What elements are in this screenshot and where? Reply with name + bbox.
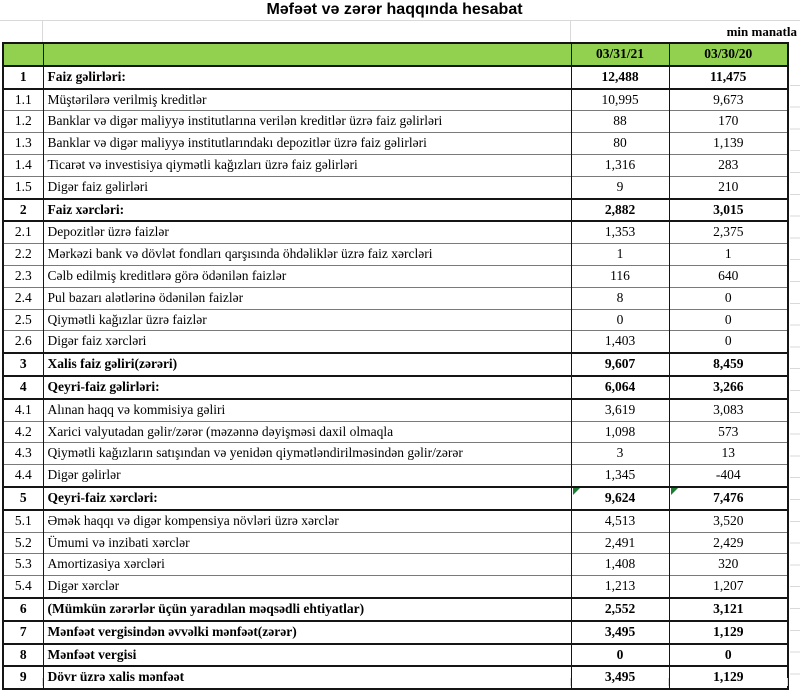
row-value-current: 0 — [571, 644, 669, 667]
table-row — [3, 421, 788, 443]
row-value-prior: 2,375 — [669, 221, 788, 243]
table-row — [3, 89, 788, 111]
gridline-vertical — [668, 678, 669, 686]
row-value-current: 3,495 — [571, 666, 669, 689]
gridline-vertical — [570, 678, 571, 686]
row-label: Ümumi və inzibati xərclər — [43, 532, 571, 554]
row-label: Depozitlər üzrə faizlər — [43, 221, 571, 243]
table-row — [3, 331, 788, 353]
row-number: 1.3 — [3, 133, 43, 155]
row-number: 9 — [3, 666, 43, 689]
row-label: Mənfəət vergisi — [43, 644, 571, 667]
cell-flag-triangle-icon — [573, 488, 580, 495]
row-number: 2.5 — [3, 309, 43, 331]
row-value-prior: 11,475 — [669, 66, 788, 89]
row-value-prior: 573 — [669, 421, 788, 443]
gridline-horizontal — [0, 20, 800, 21]
row-number: 8 — [3, 644, 43, 667]
row-number: 2.2 — [3, 244, 43, 266]
row-label: Banklar və digər maliyyə institutlarındakı depozitlər üzrə faiz gəlirləri — [43, 133, 571, 155]
row-label: Faiz xərcləri: — [43, 199, 571, 222]
row-value-prior: 3,266 — [669, 376, 788, 399]
cell-flag-triangle-icon — [671, 488, 678, 495]
income-statement-table — [2, 42, 789, 690]
row-value-prior: 1,139 — [669, 133, 788, 155]
row-number: 2.3 — [3, 265, 43, 287]
row-value-current: 1,316 — [571, 154, 669, 176]
row-value-current: 9 — [571, 176, 669, 198]
row-value-prior: 8,459 — [669, 353, 788, 376]
row-number: 5.3 — [3, 554, 43, 576]
row-value-prior: -404 — [669, 465, 788, 487]
table-row — [3, 532, 788, 554]
header-cell-rownum — [3, 43, 43, 66]
row-value-current: 3 — [571, 443, 669, 465]
row-label: Digər gəlirlər — [43, 465, 571, 487]
row-value-prior: 210 — [669, 176, 788, 198]
row-label: Digər faiz xərcləri — [43, 331, 571, 353]
row-value-prior: 3,121 — [669, 598, 788, 621]
row-value-prior: 1 — [669, 244, 788, 266]
row-value-current: 12,488 — [571, 66, 669, 89]
row-value-current: 116 — [571, 265, 669, 287]
row-number: 4.2 — [3, 421, 43, 443]
row-value-prior: 13 — [669, 443, 788, 465]
row-value-current: 9,607 — [571, 353, 669, 376]
table-row — [3, 487, 788, 510]
row-value-current: 88 — [571, 111, 669, 133]
row-label: (Mümkün zərərlər üçün yaradılan məqsədli ehtiyatlar) — [43, 598, 571, 621]
row-label: Mənfəət vergisindən əvvəlki mənfəət(zərər) — [43, 621, 571, 644]
row-value-prior: 2,429 — [669, 532, 788, 554]
table-row — [3, 199, 788, 222]
unit-note: min manatla — [726, 24, 797, 39]
row-label: Ticarət və investisiya qiymətli kağızları üzrə faiz gəlirləri — [43, 154, 571, 176]
row-value-prior: 1,207 — [669, 576, 788, 598]
row-value-current: 0 — [571, 309, 669, 331]
row-number: 5.2 — [3, 532, 43, 554]
row-label: Müştərilərə verilmiş kreditlər — [43, 89, 571, 111]
table-row — [3, 644, 788, 667]
row-label: Qiymətli kağızlar üzrə faizlər — [43, 309, 571, 331]
gridline-vertical — [787, 678, 788, 686]
row-number: 6 — [3, 598, 43, 621]
header-cell-description — [43, 43, 571, 66]
row-number: 2.6 — [3, 331, 43, 353]
row-value-current: 1,353 — [571, 221, 669, 243]
row-value-current: 3,619 — [571, 399, 669, 421]
table-row — [3, 510, 788, 532]
row-value-current: 1,213 — [571, 576, 669, 598]
row-number: 4.1 — [3, 399, 43, 421]
row-number: 7 — [3, 621, 43, 644]
report-title: Məfəət və zərər haqqında hesabat — [266, 1, 523, 18]
table-row — [3, 621, 788, 644]
row-value-prior: 0 — [669, 644, 788, 667]
table-row — [3, 399, 788, 421]
row-value-current: 3,495 — [571, 621, 669, 644]
row-value-current: 2,882 — [571, 199, 669, 222]
row-label: Digər faiz gəlirləri — [43, 176, 571, 198]
row-label: Qiymətli kağızların satışından və yenidən qiymətləndirilməsindən gəlir/zərər — [43, 443, 571, 465]
row-number: 2.4 — [3, 287, 43, 309]
table-header-row — [3, 43, 788, 66]
row-number: 5.4 — [3, 576, 43, 598]
row-number: 1 — [3, 66, 43, 89]
row-value-prior: 640 — [669, 265, 788, 287]
row-value-current: 1,345 — [571, 465, 669, 487]
row-value-current: 1,098 — [571, 421, 669, 443]
table-row — [3, 111, 788, 133]
row-label: Amortizasiya xərcləri — [43, 554, 571, 576]
row-label: Cəlb edilmiş kreditlərə görə ödənilən faizlər — [43, 265, 571, 287]
table-row — [3, 265, 788, 287]
table-body — [3, 66, 788, 689]
row-number: 5 — [3, 487, 43, 510]
row-number: 1.1 — [3, 89, 43, 111]
row-value-current: 80 — [571, 133, 669, 155]
table-row — [3, 176, 788, 198]
gridline-vertical — [42, 678, 43, 686]
gridline-vertical — [42, 21, 43, 42]
row-value-prior: 9,673 — [669, 89, 788, 111]
row-number: 2.1 — [3, 221, 43, 243]
table-row — [3, 287, 788, 309]
row-value-current: 10,995 — [571, 89, 669, 111]
header-cell-period-current: 03/31/21 — [571, 43, 669, 66]
row-value-current: 2,491 — [571, 532, 669, 554]
row-label: Qeyri-faiz gəlirləri: — [43, 376, 571, 399]
table-row — [3, 576, 788, 598]
row-label: Mərkəzi bank və dövlət fondları qarşısında öhdəliklər üzrə faiz xərcləri — [43, 244, 571, 266]
row-value-prior: 0 — [669, 287, 788, 309]
row-value-prior: 3,520 — [669, 510, 788, 532]
row-number: 4.4 — [3, 465, 43, 487]
row-value-prior: 3,015 — [669, 199, 788, 222]
row-number: 3 — [3, 353, 43, 376]
row-number: 2 — [3, 199, 43, 222]
row-label: Pul bazarı alətlərinə ödənilən faizlər — [43, 287, 571, 309]
table-row — [3, 465, 788, 487]
header-cell-period-prior: 03/30/20 — [669, 43, 788, 66]
row-value-prior: 1,129 — [669, 666, 788, 689]
row-number: 1.4 — [3, 154, 43, 176]
row-number: 1.2 — [3, 111, 43, 133]
row-label: Xalis faiz gəliri(zərəri) — [43, 353, 571, 376]
row-label: Xarici valyutadan gəlir/zərər (məzənnə dəyişməsi daxil olmaqla — [43, 421, 571, 443]
gridline-vertical — [570, 21, 571, 42]
table-row — [3, 353, 788, 376]
table-row — [3, 154, 788, 176]
row-value-prior: 320 — [669, 554, 788, 576]
row-value-current: 1,408 — [571, 554, 669, 576]
table-row — [3, 376, 788, 399]
row-number: 4.3 — [3, 443, 43, 465]
row-label: Banklar və digər maliyyə institutlarına verilən kreditlər üzrə faiz gəlirləri — [43, 111, 571, 133]
row-label: Alınan haqq və kommisiya gəliri — [43, 399, 571, 421]
row-value-prior: 3,083 — [669, 399, 788, 421]
row-label: Digər xərclər — [43, 576, 571, 598]
row-label: Əmək haqqı və digər kompensiya növləri üzrə xərclər — [43, 510, 571, 532]
row-number: 5.1 — [3, 510, 43, 532]
row-value-current: 6,064 — [571, 376, 669, 399]
row-value-prior: 0 — [669, 331, 788, 353]
row-value-prior: 170 — [669, 111, 788, 133]
row-label: Dövr üzrə xalis mənfəət — [43, 666, 571, 689]
row-value-current: 1 — [571, 244, 669, 266]
table-row — [3, 598, 788, 621]
table-row — [3, 221, 788, 243]
row-value-prior: 7,476 — [669, 487, 788, 510]
row-value-prior: 0 — [669, 309, 788, 331]
row-value-current: 8 — [571, 287, 669, 309]
table-row — [3, 309, 788, 331]
table-row — [3, 443, 788, 465]
table-row — [3, 133, 788, 155]
row-number: 4 — [3, 376, 43, 399]
table-row — [3, 244, 788, 266]
row-value-prior: 1,129 — [669, 621, 788, 644]
row-value-current: 1,403 — [571, 331, 669, 353]
row-label: Qeyri-faiz xərcləri: — [43, 487, 571, 510]
row-label: Faiz gəlirləri: — [43, 66, 571, 89]
adjacent-column-gridlines — [790, 64, 800, 675]
row-value-current: 4,513 — [571, 510, 669, 532]
row-value-current: 2,552 — [571, 598, 669, 621]
row-value-prior: 283 — [669, 154, 788, 176]
table-row — [3, 66, 788, 89]
row-value-current: 9,624 — [571, 487, 669, 510]
table-row — [3, 554, 788, 576]
row-number: 1.5 — [3, 176, 43, 198]
